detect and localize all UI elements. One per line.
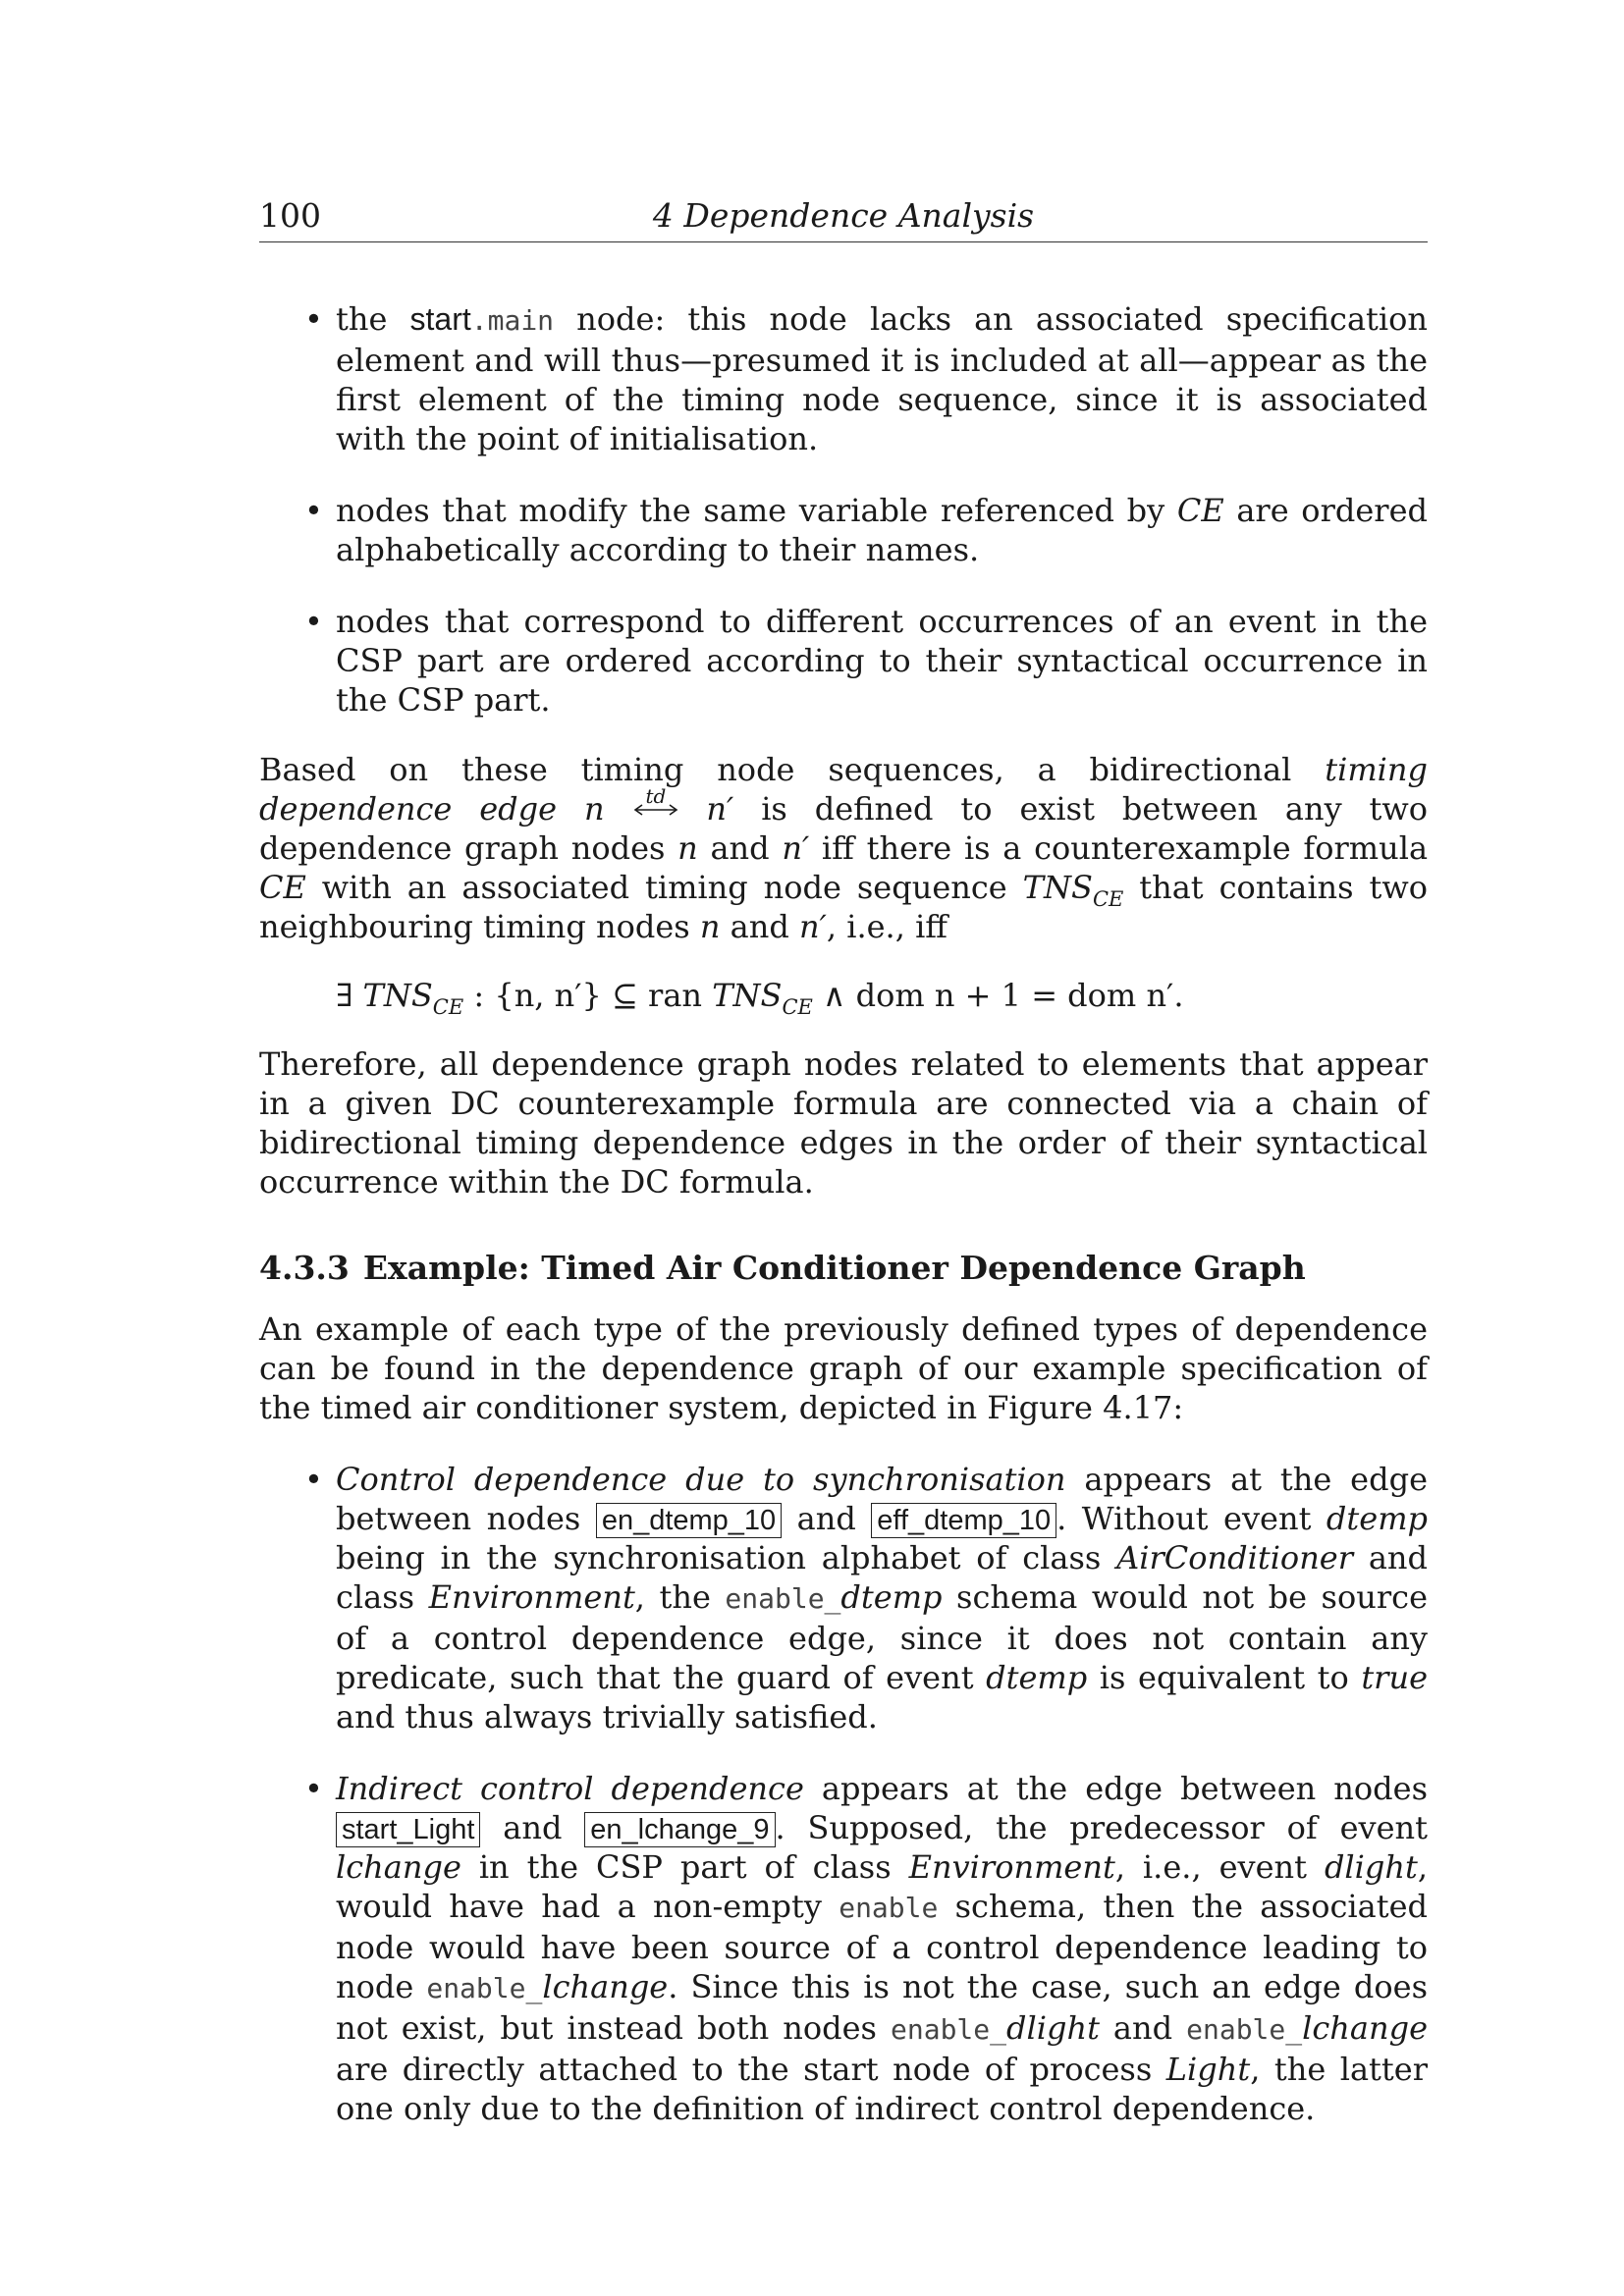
paragraph-timing-edge: Based on these timing node sequences, a bidirectional timing dependence edge n td n′ is defined to exist between any two dependence graph nodes n and n′ iff there is a counterexample formula CE with an associated timing node sequence $TNS_{CE}$ that contains two neighbouring timing nodes n and n′, i.e., iff [259,751,1429,945]
node-box: start_Light [336,1812,480,1847]
section-number: 4.3.3 [259,1249,350,1287]
bullet-icon: • [304,603,323,640]
list-item-text: nodes that correspond to different occurrences of an event in the CSP part are ordered according to their syntactical occurrence in the CSP part. [336,603,1428,719]
bullet-list-ordering [259,299,1428,720]
double-arrow-icon [632,802,679,818]
page-body [259,299,1428,2161]
bullet-icon: • [304,492,323,529]
formula-tns: ∃ $TNS_{CE}$ : {n, n′} ⊆ ran $TNS_{CE}$ ∧ dom n + 1 = dom n′. [336,977,1184,1019]
section-heading [259,1249,1428,1288]
math-ce: CE [1176,492,1224,529]
list-item [259,602,1428,720]
node-box: en_dtemp_10 [596,1503,782,1538]
list-item [259,491,1428,569]
arrow-label: td [645,784,667,808]
page-header [259,196,1428,242]
code-main: .main [470,304,555,337]
list-item-text: are ordered alphabetically according to their names. [336,492,1429,568]
paragraph-therefore: Therefore, all dependence graph nodes related to elements that appear in a given DC counterexample formula are connected via a chain of bidirectional timing dependence edges in the order of their syntactical occurrence within the DC formula. [259,1045,1428,1201]
node-box: eff_dtemp_10 [871,1503,1056,1538]
running-title: 4 Dependence Analysis [652,196,1035,235]
section-title: Example: Timed Air Conditioner Dependence Graph [362,1249,1306,1287]
list-item-text: nodes that modify the same variable referenced by [336,492,1177,529]
bullet-icon: • [304,300,323,338]
list-item-indirect-control-dependence: • Indirect control dependence appears at the edge between nodes start_Light and en_lchange_9 . Supposed, the predecessor of event lchange in the CSP part of class Environment, i.e., event dlight, would have had a non-empty enable schema, then the associated node would have been source of a control dependence leading to node enable_lchange. Since this is not the case, such an edge does not exist, but instead both nodes enable_dlight and enable_lchange are directly attached to the start node of process Light, the latter one only due to the definition of indirect control dependence. [304,1770,1429,2127]
code-start: start [409,301,471,337]
list-item-text: the [336,300,410,338]
node-box: en_lchange_9 [584,1812,775,1847]
bullet-icon: • [304,1770,323,1807]
bullet-icon: • [304,1461,323,1498]
paragraph-example: An example of each type of the previously defined types of dependence can be found in the dependence graph of our example specification of the timed air conditioner system, depicted in Figure 4.17: [259,1310,1428,1426]
page-number: 100 [259,196,321,235]
list-item [259,299,1428,458]
bullet-list-examples [259,1460,1428,2128]
timing-dependence-arrow [632,784,679,822]
list-item-text: node: this node lacks an associated specification element and will thus—presumed it is included at all—appear as the first element of the timing node sequence, since it is associated with the point of initialisation. [336,300,1429,457]
list-item-control-dependence: • Control dependence due to synchronisation appears at the edge between nodes en_dtemp_10 and eff_dtemp_10 . Without event dtemp being in the synchronisation alphabet of class AirConditioner and class Environment, the enable_dtemp schema would not be source of a control dependence edge, since it does not contain any predicate, such that the guard of event dtemp is equivalent to true and thus always trivially satisfied. [304,1461,1429,1735]
